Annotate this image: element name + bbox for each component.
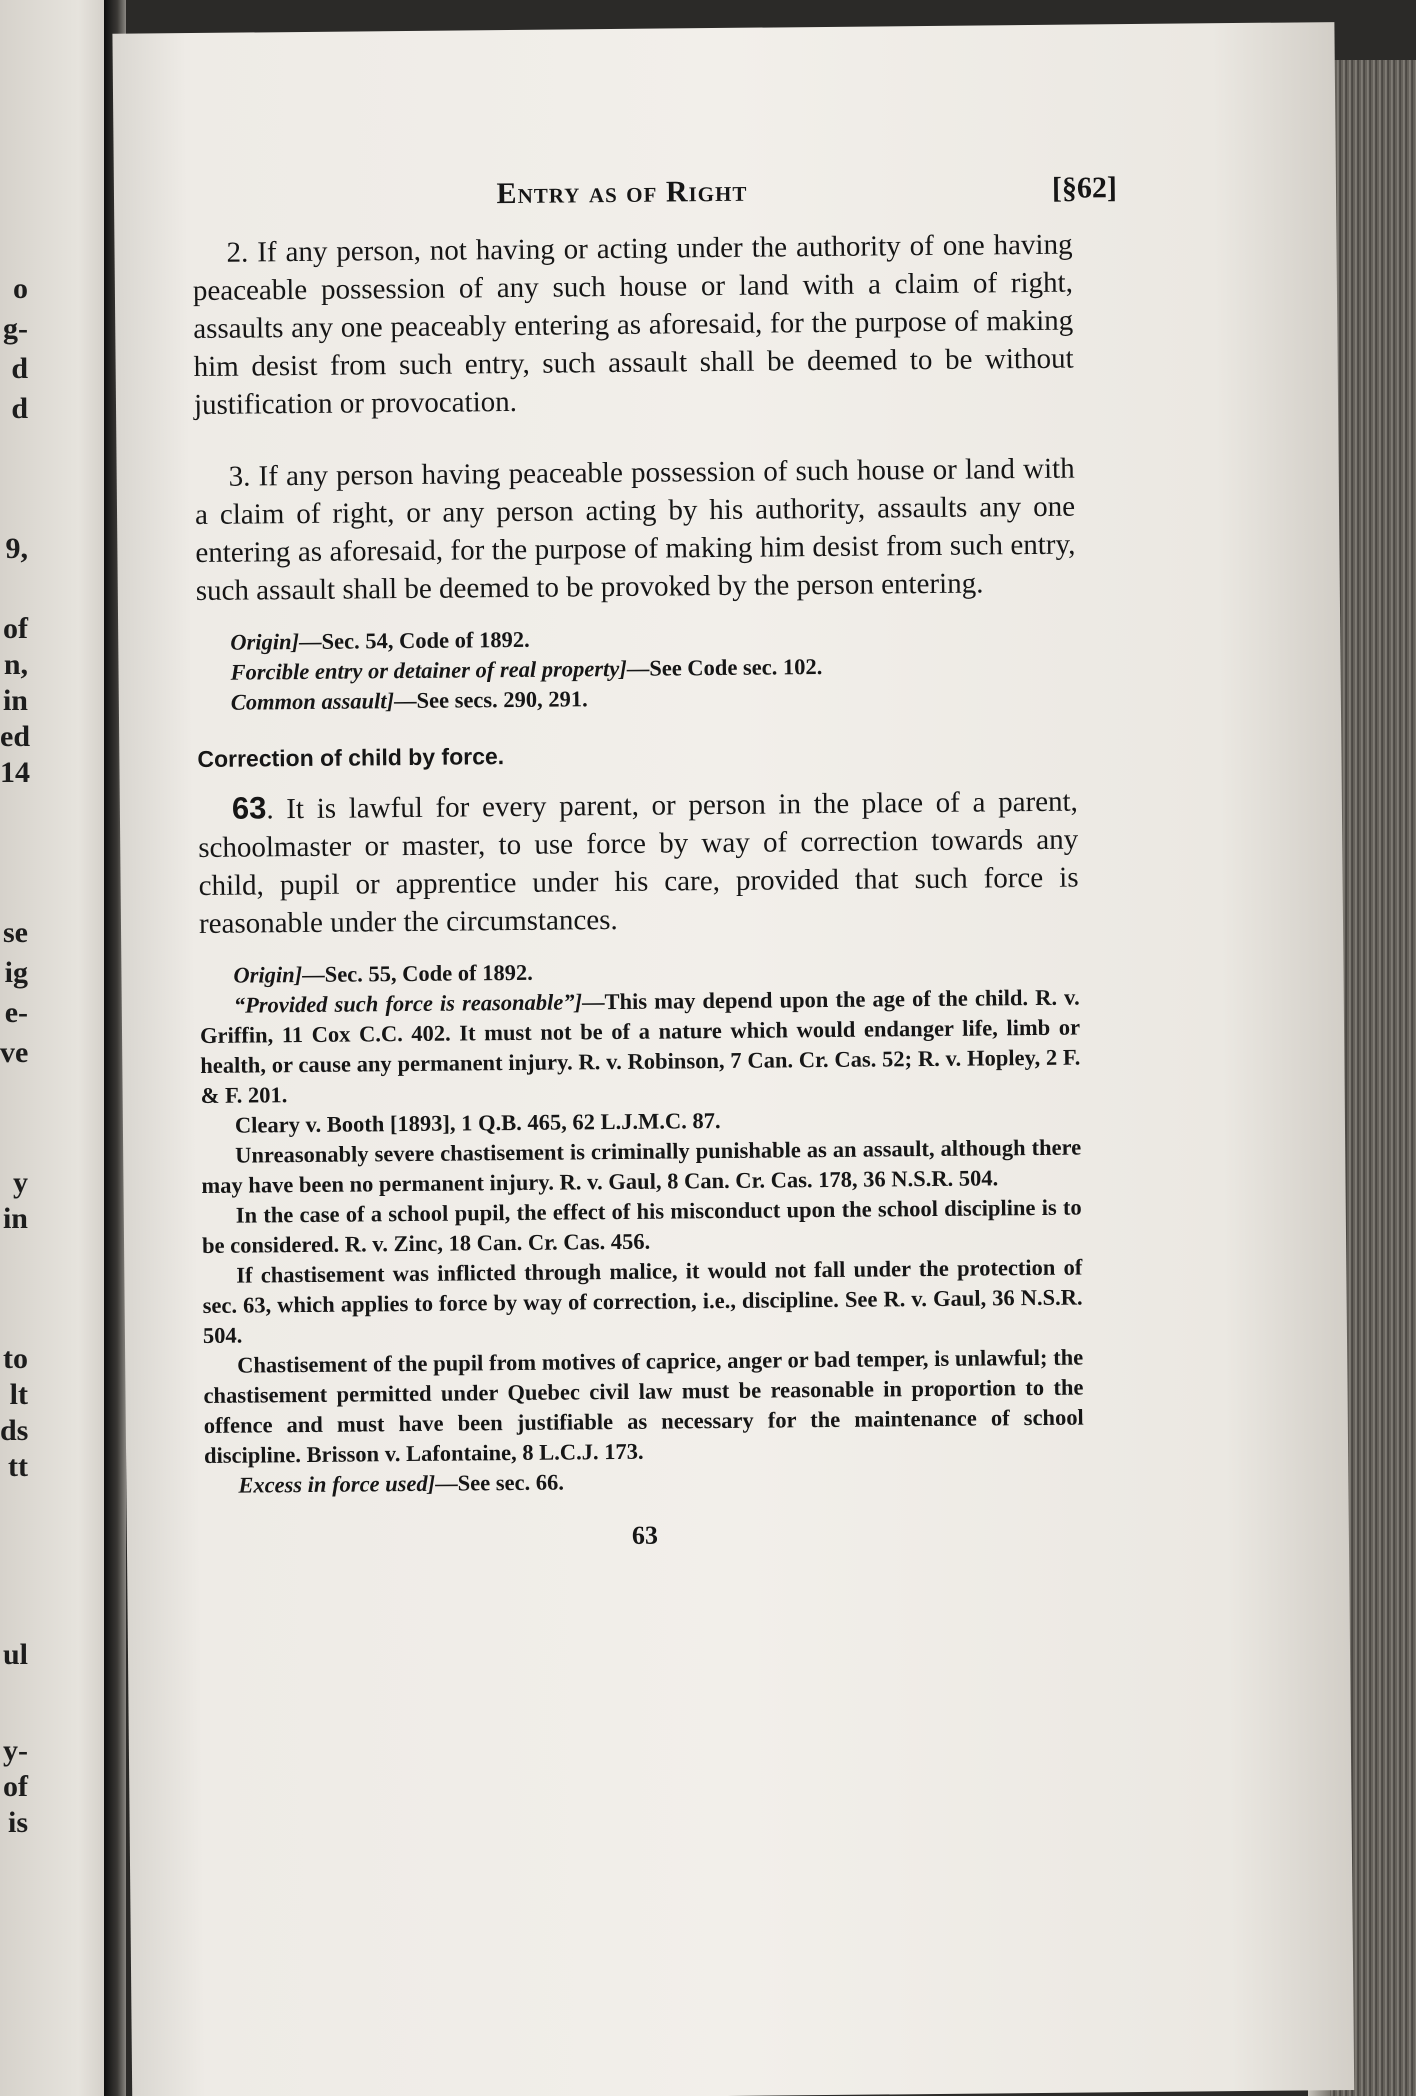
annotation-text: —Sec. 55, Code of 1892. bbox=[302, 959, 533, 988]
subsection-3: 3. If any person having peaceable possession of such house or land with a claim of right, or any person acting by his authority, assaults any one entering as aforesaid, for the purpose of making him desist from such entry, such assault shall be deemed to be provoked by the person entering. bbox=[194, 452, 1076, 608]
annotation-text: —See sec. 66. bbox=[435, 1469, 565, 1496]
section-number: 63 bbox=[231, 790, 267, 826]
annotation-text: In the case of a school pupil, the effect of his misconduct upon the school discipline is to be considered. R. v. Zinc, 18 Can. Cr. Cas. 456. bbox=[201, 1194, 1082, 1259]
annotation-text: Chastisement of the pupil from motives of caprice, anger or bad temper, is unlawful; the chastisement permitted under Quebec civil law must be reasonable in proportion to the offence and must have been justifiable as necessary for the maintenance of school discipline. Brisson v. Lafontaine, 8 L.C.J. 173. bbox=[203, 1344, 1084, 1468]
notes-section-62 bbox=[196, 620, 1077, 718]
left-fragment: d bbox=[11, 392, 28, 425]
left-fragment: ul bbox=[2, 1638, 28, 1671]
left-fragment: se bbox=[3, 916, 28, 949]
annotation-lead: Excess in force used] bbox=[238, 1470, 436, 1498]
annotation bbox=[202, 1253, 1083, 1351]
annotation-lead: Common assault] bbox=[230, 688, 395, 715]
left-fragment: 9, bbox=[5, 532, 28, 565]
page-content bbox=[192, 170, 1118, 1559]
subsection-2: 2. If any person, not having or acting under the authority of one having peaceable possession of any such house or land with a claim of right, assaults any one peaceably entering as aforesaid, for the purpose of making him desist from such entry, such assault shall be deemed to be without justification or provocation. bbox=[192, 228, 1074, 422]
annotation bbox=[202, 1193, 1083, 1261]
annotation-text: Cleary v. Booth [1893], 1 Q.B. 465, 62 L.J.M.C. 87. bbox=[234, 1108, 721, 1138]
side-heading: Correction of child by force. bbox=[197, 743, 505, 773]
left-fragment: 14 bbox=[0, 756, 30, 789]
annotation-text: —See Code sec. 102. bbox=[626, 654, 823, 681]
left-fragment: d bbox=[11, 352, 28, 385]
annotation-lead: Origin] bbox=[233, 962, 303, 988]
annotation-text: —This may depend upon the age of the child. R. v. Griffin, 11 Cox C.C. 402. It must not be of a nature which would endanger life, limb or health, or cause any permanent injury. R. v. Robinson, 7 Can. Cr. Cas. 52; R. v. Hopley, 2 F. & F. 201. bbox=[199, 984, 1081, 1109]
annotation-text: If chastisement was inflicted through malice, it would not fall under the protection of sec. 63, which applies to force by way of correction, i.e., discipline. See R. v. Gaul, 36 N.S.R. 504. bbox=[202, 1254, 1083, 1348]
left-fragment: ed bbox=[0, 720, 30, 753]
left-fragment: is bbox=[7, 1806, 28, 1839]
notes-section-63 bbox=[199, 953, 1084, 1501]
annotation bbox=[203, 1343, 1084, 1471]
left-fragment: e- bbox=[4, 996, 28, 1029]
left-fragment: lt bbox=[9, 1378, 28, 1411]
left-fragment: ve bbox=[0, 1036, 29, 1069]
annotation-lead: “Provided such force is reasonable”] bbox=[233, 989, 583, 1018]
left-fragment: of bbox=[3, 612, 28, 645]
annotation-text: —See secs. 290, 291. bbox=[393, 686, 588, 714]
left-fragment: o bbox=[13, 272, 28, 305]
annotation bbox=[201, 1133, 1082, 1201]
left-fragment: ig bbox=[4, 956, 28, 989]
section-reference: [§62] bbox=[1051, 171, 1118, 205]
left-fragment: g- bbox=[3, 312, 28, 345]
left-fragment: n, bbox=[3, 648, 28, 681]
annotation bbox=[200, 983, 1081, 1111]
annotation-text: Unreasonably severe chastisement is criminally punishable as an assault, although there may have been no permanent injury. R. v. Gaul, 8 Can. Cr. Cas. 178, 36 N.S.R. 504. bbox=[201, 1134, 1082, 1199]
page-number: 63 bbox=[631, 1520, 659, 1550]
section-63 bbox=[198, 782, 1079, 943]
annotation-lead: Origin] bbox=[230, 629, 300, 655]
left-fragment: of bbox=[3, 1770, 28, 1803]
left-facing-page bbox=[0, 0, 112, 2096]
section-text: . It is lawful for every parent, or person in the place of a parent, schoolmaster or master, to use force by way of correction towards any child, pupil or apprentice under his care, provided that such force is reasonable under the circumstances. bbox=[198, 785, 1079, 941]
left-fragment: in bbox=[2, 1202, 28, 1235]
left-fragment: y- bbox=[3, 1734, 28, 1767]
left-fragment: to bbox=[3, 1342, 28, 1375]
left-fragment: in bbox=[2, 684, 28, 717]
running-title: Entry as of Right bbox=[496, 174, 748, 211]
left-fragment: y bbox=[13, 1166, 28, 1199]
annotation-lead: Forcible entry or detainer of real property] bbox=[230, 655, 627, 685]
left-fragment: tt bbox=[8, 1450, 28, 1483]
running-head bbox=[192, 169, 1117, 216]
left-fragment: ds bbox=[0, 1414, 29, 1447]
annotation-text: —Sec. 54, Code of 1892. bbox=[298, 626, 530, 655]
book-page bbox=[112, 22, 1354, 2096]
